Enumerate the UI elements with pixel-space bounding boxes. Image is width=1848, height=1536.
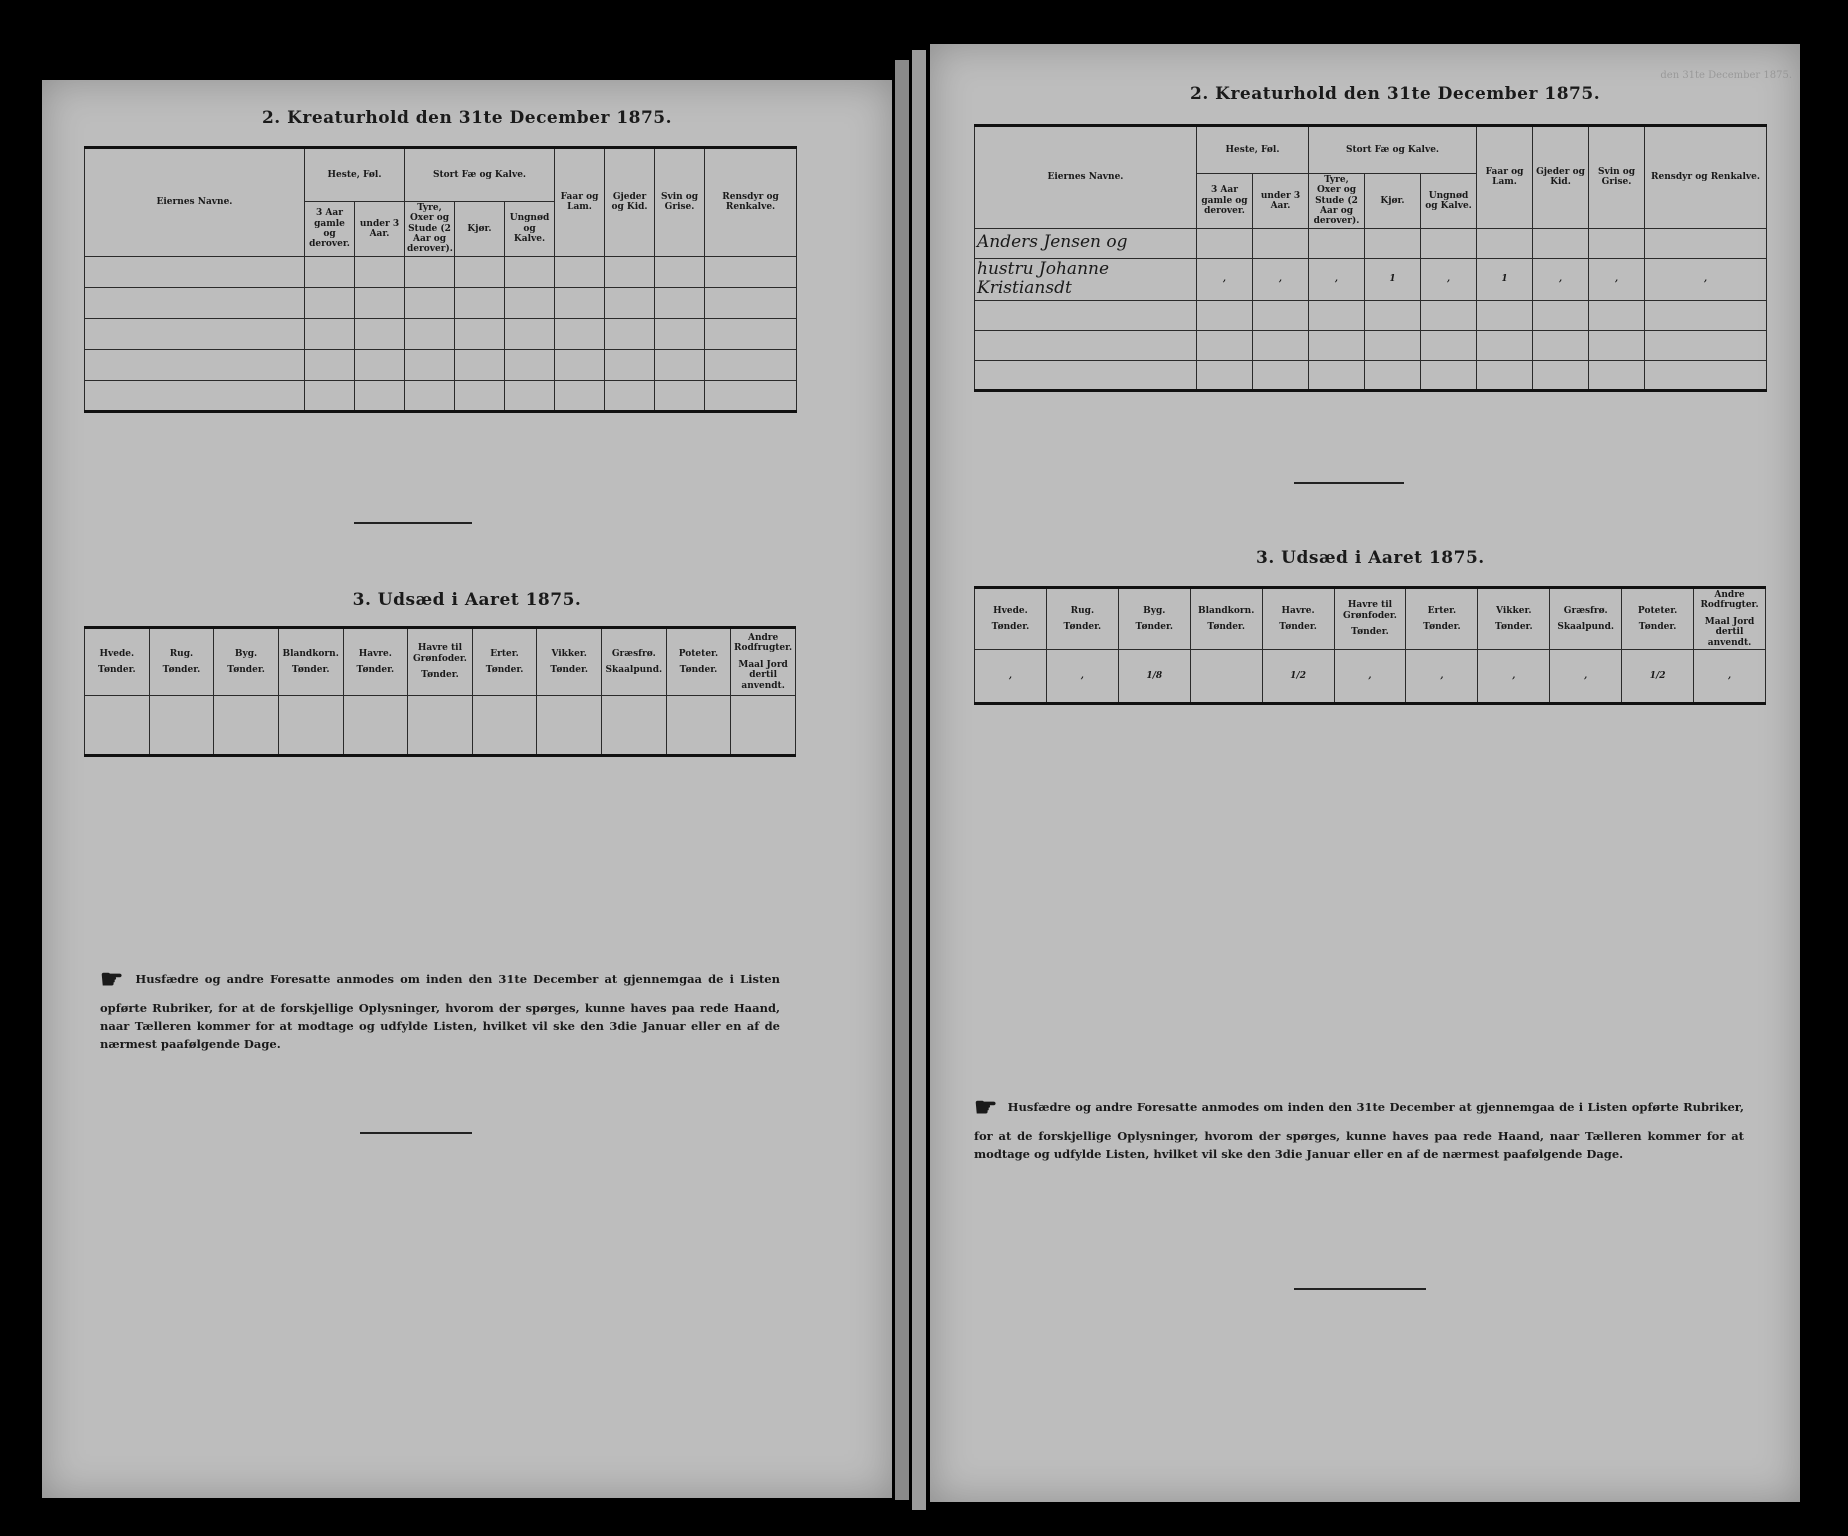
- table-row: [975, 258, 1767, 300]
- horses-old-header: 3 Aar gamle og derover.: [1197, 174, 1253, 229]
- seed-header-name: Græsfrø.: [611, 648, 656, 659]
- bulls-header: Tyre, Oxer og Stude (2 Aar og derover).: [405, 202, 455, 257]
- seed-header-unit: Tønder.: [356, 665, 395, 675]
- divider: [1294, 1288, 1426, 1290]
- names-header: Eiernes Navne.: [975, 126, 1197, 229]
- seed-value-cell: 1/8: [1118, 650, 1190, 704]
- sheep-header: Faar og Lam.: [1477, 126, 1533, 229]
- seed-header-9: [666, 628, 731, 696]
- seed-header-name: Byg.: [234, 648, 258, 659]
- seed-value-cell: ,: [1478, 650, 1550, 704]
- seed-header-unit: Tønder.: [227, 665, 265, 675]
- seed-header-10: [1694, 588, 1766, 650]
- seed-header-unit: Skaalpund.: [605, 665, 663, 675]
- seed-header-name: Blandkorn.: [1197, 605, 1255, 616]
- table-row: [975, 360, 1767, 390]
- seed-header-unit: Tønder.: [679, 665, 718, 675]
- livestock-table: [974, 124, 1767, 392]
- seed-header-8: [602, 628, 667, 696]
- seed-header-4: [1262, 588, 1334, 650]
- livestock-value-cell: ,: [1589, 258, 1645, 300]
- seed-header-name: Andre Rodfrugter.: [1700, 590, 1759, 611]
- seed-table: [84, 626, 796, 757]
- livestock-value-cell: ,: [1645, 258, 1767, 300]
- seed-header-1: [1046, 588, 1118, 650]
- seed-title: 3. Udsæd i Aaret 1875.: [1256, 548, 1485, 568]
- seed-header-unit: Tønder.: [485, 665, 524, 675]
- young-cattle-header: Ungnød og Kalve.: [505, 202, 555, 257]
- seed-header-name: Erter.: [1427, 605, 1457, 616]
- seed-table: [974, 586, 1766, 705]
- pointing-hand-icon: ☛: [974, 1093, 998, 1123]
- seed-header-unit: Tønder.: [1351, 627, 1389, 638]
- seed-value-cell: ,: [1406, 650, 1478, 704]
- seed-header-name: Græsfrø.: [1563, 605, 1608, 616]
- seed-header-unit: Tønder.: [1207, 622, 1245, 632]
- seed-header-name: Havre.: [1281, 605, 1315, 616]
- seed-value-cell: ,: [1046, 650, 1118, 704]
- seed-header-unit: Tønder.: [1494, 622, 1533, 632]
- livestock-value-cell: ,: [1533, 258, 1589, 300]
- seed-header-name: Erter.: [490, 648, 519, 659]
- table-row: [85, 318, 797, 349]
- seed-header-unit: Tønder.: [98, 665, 136, 675]
- seed-header-name: Vikker.: [1496, 605, 1532, 616]
- seed-value-cell: ,: [975, 650, 1047, 704]
- table-row: [975, 228, 1767, 258]
- table-row: [85, 256, 797, 287]
- notice: [100, 960, 780, 1054]
- livestock-table: [84, 146, 797, 413]
- livestock-title: 2. Kreaturhold den 31te December 1875.: [261, 108, 673, 128]
- seed-header-unit: Tønder.: [1638, 622, 1677, 632]
- seed-header-3: [278, 628, 343, 696]
- seed-header-unit: Maal Jord dertil anvendt.: [1704, 616, 1755, 648]
- cattle-header: Stort Fæ og Kalve.: [405, 148, 555, 202]
- seed-header-name: Havre.: [358, 648, 392, 659]
- seed-header-3: [1190, 588, 1262, 650]
- seed-header-0: [85, 628, 150, 696]
- seed-header-0: [975, 588, 1047, 650]
- seed-header-unit: Tønder.: [1279, 622, 1317, 632]
- seed-header-unit: Tønder.: [1063, 622, 1102, 632]
- seed-header-7: [537, 628, 602, 696]
- seed-value-cell: ,: [1550, 650, 1622, 704]
- pigs-header: Svin og Grise.: [655, 148, 705, 257]
- seed-value-cell: ,: [1334, 650, 1406, 704]
- table-row: [975, 300, 1767, 330]
- seed-header-name: Byg.: [1143, 605, 1166, 616]
- goats-header: Gjeder og Kid.: [1533, 126, 1589, 229]
- seed-header-name: Poteter.: [1637, 605, 1678, 616]
- cattle-header: Stort Fæ og Kalve.: [1309, 126, 1477, 174]
- horses-old-header: 3 Aar gamle og derover.: [305, 202, 355, 257]
- livestock-value-cell: ,: [1253, 258, 1309, 300]
- reindeer-header: Rensdyr og Renkalve.: [1645, 126, 1767, 229]
- seed-header-name: Blandkorn.: [282, 648, 339, 659]
- cows-header: Kjør.: [455, 202, 505, 257]
- bulls-header: Tyre, Oxer og Stude (2 Aar og derover).: [1309, 174, 1365, 229]
- seed-header-name: Vikker.: [551, 648, 587, 659]
- bleed-through-title: den 31te December 1875.: [1660, 70, 1792, 81]
- seed-header-unit: Maal Jord dertil anvendt.: [738, 659, 788, 691]
- seed-header-2: [1118, 588, 1190, 650]
- livestock-title: 2. Kreaturhold den 31te December 1875.: [1190, 84, 1601, 104]
- seed-header-unit: Tønder.: [421, 670, 459, 681]
- seed-header-10: [731, 628, 796, 696]
- notice-text: Husfædre og andre Foresatte anmodes om inden den 31te December at gjennemgaa de i Listen opførte Rubriker, for at de forskjellige Oplysninger, hvorom der spørges, kunne haves paa rede Haand, naar Tælleren kommer for at modtage og udfylde Listen, hvilket vil ske den 3die Januar eller en af de nærmest paafølgende Dage.: [100, 972, 780, 1051]
- pointing-hand-icon: ☛: [100, 965, 124, 995]
- seed-header-name: Rug.: [169, 648, 194, 659]
- table-row: [85, 696, 796, 756]
- notice: [974, 1088, 1744, 1164]
- seed-header-name: Hvede.: [99, 648, 135, 659]
- seed-header-name: Havre til Grønfoder.: [1343, 600, 1397, 621]
- seed-header-row: [975, 588, 1766, 650]
- binding-edge-left: [895, 60, 909, 1500]
- seed-header-9: [1622, 588, 1694, 650]
- seed-header-unit: Tønder.: [1135, 622, 1174, 632]
- table-row: [85, 380, 797, 411]
- reindeer-header: Rensdyr og Renkalve.: [705, 148, 797, 257]
- goats-header: Gjeder og Kid.: [605, 148, 655, 257]
- seed-value-cell: 1/2: [1262, 650, 1334, 704]
- pigs-header: Svin og Grise.: [1589, 126, 1645, 229]
- horses-young-header: under 3 Aar.: [355, 202, 405, 257]
- seed-header-6: [472, 628, 537, 696]
- divider: [1294, 482, 1404, 484]
- binding-edge-right: [912, 50, 926, 1510]
- right-page: [930, 44, 1800, 1502]
- livestock-value-cell: ,: [1421, 258, 1477, 300]
- notice-text: Husfædre og andre Foresatte anmodes om inden den 31te December at gjennemgaa de i Listen opførte Rubriker, for at de forskjellige Oplysninger, hvorom der spørges, kunne haves paa rede Haand, naar Tælleren kommer for at modtage og udfylde Listen, hvilket vil ske den 3die Januar eller en af de nærmest paafølgende Dage.: [974, 1100, 1744, 1162]
- seed-header-unit: Tønder.: [550, 665, 588, 675]
- seed-header-unit: Skaalpund.: [1557, 622, 1615, 632]
- table-row: [85, 287, 797, 318]
- livestock-value-cell: ,: [1309, 258, 1365, 300]
- seed-value-cell: [1190, 650, 1262, 704]
- owner-name-line2: hustru Johanne Kristiansdt: [975, 258, 1197, 300]
- seed-header-unit: Tønder.: [291, 665, 330, 675]
- livestock-value-cell: 1: [1365, 258, 1421, 300]
- seed-header-5: [408, 628, 473, 696]
- left-page: [42, 80, 892, 1498]
- seed-title: 3. Udsæd i Aaret 1875.: [352, 590, 582, 610]
- table-row: [85, 349, 797, 380]
- horses-header: Heste, Føl.: [1197, 126, 1309, 174]
- seed-header-name: Poteter.: [678, 648, 719, 659]
- seed-header-4: [343, 628, 408, 696]
- seed-header-unit: Tønder.: [991, 622, 1030, 632]
- seed-header-2: [214, 628, 279, 696]
- young-cattle-header: Ungnød og Kalve.: [1421, 174, 1477, 229]
- seed-header-name: Andre Rodfrugter.: [734, 633, 793, 654]
- seed-header-unit: Tønder.: [162, 665, 201, 675]
- seed-header-row: [85, 628, 796, 696]
- cows-header: Kjør.: [1365, 174, 1421, 229]
- horses-header: Heste, Føl.: [305, 148, 405, 202]
- seed-header-1: [149, 628, 214, 696]
- table-row: [975, 650, 1766, 704]
- livestock-value-cell: 1: [1477, 258, 1533, 300]
- seed-header-7: [1478, 588, 1550, 650]
- seed-header-6: [1406, 588, 1478, 650]
- sheep-header: Faar og Lam.: [555, 148, 605, 257]
- livestock-value-cell: ,: [1197, 258, 1253, 300]
- divider: [360, 1132, 472, 1134]
- table-row: [975, 330, 1767, 360]
- seed-header-name: Rug.: [1070, 605, 1095, 616]
- seed-header-5: [1334, 588, 1406, 650]
- seed-value-cell: ,: [1694, 650, 1766, 704]
- seed-header-8: [1550, 588, 1622, 650]
- seed-header-unit: Tønder.: [1423, 622, 1461, 632]
- seed-header-name: Havre til Grønfoder.: [412, 643, 467, 664]
- divider: [354, 522, 472, 524]
- names-header: Eiernes Navne.: [85, 148, 305, 257]
- owner-name-line1: Anders Jensen og: [975, 228, 1197, 258]
- seed-header-name: Hvede.: [993, 605, 1028, 616]
- seed-value-cell: 1/2: [1622, 650, 1694, 704]
- horses-young-header: under 3 Aar.: [1253, 174, 1309, 229]
